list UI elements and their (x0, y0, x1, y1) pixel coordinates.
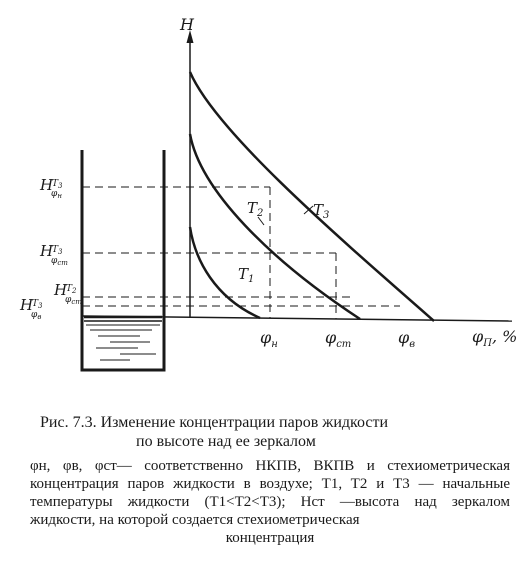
x-tick-phi-v: $\varphi_в$ (398, 328, 416, 350)
svg-text:H: H (40, 242, 54, 260)
x-tick-phi-n: $\varphi_н$ (260, 328, 278, 350)
curve-t1 (190, 227, 260, 318)
svg-text:H: H (54, 281, 68, 299)
svg-text:φст: $\varphi_{ст}$ (51, 256, 68, 267)
y-level-label-h-phi-v (19, 296, 43, 321)
svg-text:T3: $T_3$ (32, 299, 43, 310)
caption-title-line2: по высоте над ее зеркалом (136, 433, 316, 450)
svg-text:φн: $\varphi_н$ (51, 189, 62, 200)
figure-caption-title (40, 413, 510, 451)
svg-text:T3: $T_3$ (52, 179, 63, 190)
svg-text:H: H (20, 296, 34, 314)
y-axis-label: H (180, 15, 194, 34)
curves (190, 72, 434, 321)
liquid-vessel (81, 150, 166, 370)
axes (82, 30, 512, 321)
curve-label-t1: $T_1$ (238, 265, 255, 285)
level-lines (82, 187, 400, 306)
curve-label-t2: $T_2$ (247, 199, 264, 219)
svg-text:T2: $T_2$ (66, 284, 77, 295)
curve-label-t3: $T_3$ (313, 201, 330, 221)
svg-text:φст: $\varphi_{ст}$ (65, 295, 82, 306)
svg-text:φв: $\varphi_в$ (31, 310, 42, 321)
caption-title-line1: Рис. 7.3. Изменение концентрации паров жидкости (40, 414, 389, 431)
x-tick-phi-st: $\varphi_{ст}$ (325, 328, 352, 350)
curve-t2 (190, 134, 360, 319)
y-level-label-h-t2 (53, 281, 82, 306)
liquid-surface-shading (84, 317, 162, 360)
caption-legend-2: T1, T2 и T3 — начальные температуры жидкости (T1<T2<T3); Hст —высота над зеркалом жидкости, на которой создается стехиометрическая (30, 476, 510, 528)
caption-legend-3: концентрация (225, 530, 315, 546)
y-level-label-h-phi-n (39, 176, 63, 200)
x-axis-label: $\varphi_П$, % (472, 327, 518, 349)
svg-text:T3: $T_3$ (52, 245, 63, 256)
y-level-label-h-phi-st (39, 242, 68, 267)
figure-caption-legend (30, 457, 510, 547)
svg-text:H: H (40, 176, 54, 194)
caption-legend-1: φн, φв, φст— соответственно НКПВ, ВКПВ и стехиометрическая концентрация паров жидкости в воздухе; (30, 458, 510, 492)
